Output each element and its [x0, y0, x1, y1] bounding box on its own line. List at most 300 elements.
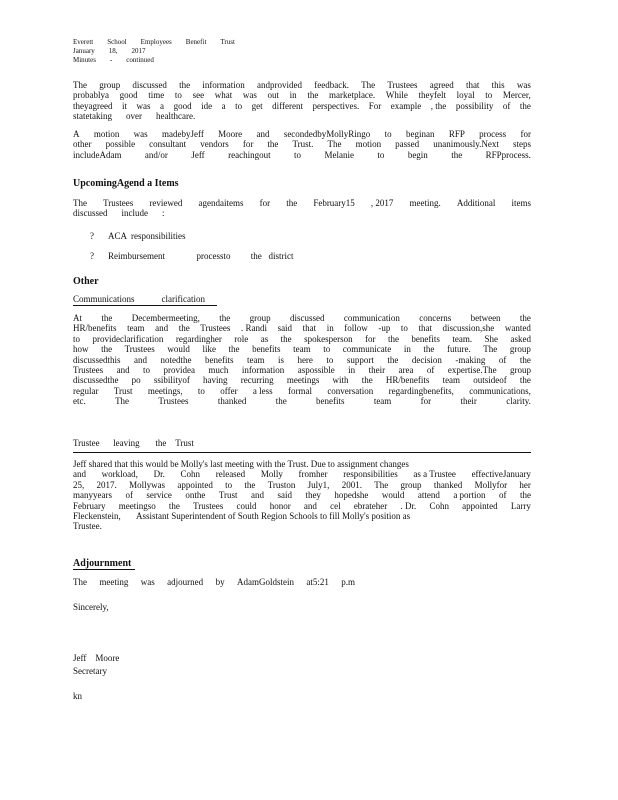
word: their	[368, 365, 386, 376]
word: workload,	[101, 469, 138, 480]
bullet-item-reimbursement	[90, 251, 293, 261]
word: over	[126, 111, 142, 122]
word: clarity.	[506, 396, 531, 407]
word: adjourned	[167, 577, 204, 587]
word: 2001.	[341, 479, 362, 490]
word: would	[167, 344, 190, 355]
word: outsideof	[473, 375, 507, 386]
word: conversation	[327, 385, 374, 396]
word: , the	[430, 100, 447, 111]
word: possible	[105, 139, 136, 150]
word: etc.	[73, 396, 86, 407]
word: -up	[378, 323, 391, 334]
word: team	[442, 375, 461, 386]
word: a	[221, 100, 226, 111]
word: marketplace.	[328, 90, 376, 101]
word: regardingher	[175, 333, 222, 344]
word: theyagreed	[73, 100, 113, 111]
word: they	[305, 490, 321, 501]
word: For	[368, 100, 382, 111]
subheading-trustee-leaving: Trustee leaving the Trust	[73, 438, 194, 448]
word: A	[73, 129, 80, 139]
paragraph-rfp-motion	[73, 129, 531, 160]
adjournment-underline	[73, 569, 135, 570]
word: group	[510, 365, 531, 376]
text-line: Fleckenstein, Assistant Superintendent of South Region Schools to fill Molly's position as	[73, 511, 411, 522]
word: was	[242, 90, 257, 101]
word: The	[327, 139, 342, 150]
word: Trustees	[73, 365, 104, 376]
text-line	[73, 396, 531, 406]
word: vendors	[200, 139, 229, 150]
word: to	[485, 90, 493, 101]
text-line	[73, 355, 531, 365]
word: effectiveJanuary	[471, 469, 531, 480]
word: ssibilityof	[153, 375, 190, 386]
word: the	[280, 333, 292, 344]
closing-sincerely: Sincerely,	[73, 602, 109, 612]
word: the	[286, 198, 298, 208]
text-line	[73, 150, 531, 160]
word: to	[400, 323, 408, 334]
word: with	[332, 375, 349, 386]
word: example	[390, 100, 422, 111]
word: the	[519, 375, 531, 386]
word: the	[244, 479, 256, 490]
bullet-text: ACA responsibilities	[108, 231, 186, 241]
word: area	[398, 365, 414, 376]
word: information	[202, 80, 245, 90]
header-word: Benefit	[185, 38, 207, 46]
header-word: 18,	[108, 47, 118, 55]
word: February	[73, 500, 106, 511]
word: discussed	[132, 80, 167, 90]
word: here	[297, 354, 313, 365]
typist-initials: kn	[73, 691, 82, 701]
word: the	[361, 375, 373, 386]
word: Larry	[510, 500, 531, 511]
word: discussed	[290, 313, 325, 323]
word: the	[101, 313, 113, 323]
word: of	[426, 365, 435, 376]
word: and	[116, 365, 130, 376]
document-header	[73, 38, 235, 65]
signature-title: Secretary	[73, 666, 107, 676]
word: AdamGoldstein	[236, 577, 294, 587]
word: benefits	[204, 354, 234, 365]
word: probablya	[73, 90, 109, 101]
word: the	[451, 149, 463, 160]
word: as a Trustee	[413, 469, 456, 480]
text-line	[73, 198, 531, 208]
header-word: -	[109, 56, 113, 64]
word: HR/benefits	[385, 375, 430, 386]
word: having	[203, 375, 228, 386]
word: the	[168, 500, 180, 511]
word: p.m	[341, 577, 355, 587]
word: thanked	[217, 396, 247, 407]
word: regular	[73, 385, 99, 396]
text-line	[73, 386, 531, 396]
word: Trust	[113, 385, 133, 396]
word: agendaitems	[198, 198, 244, 208]
word: Trustees	[387, 80, 418, 90]
word: time	[148, 90, 165, 101]
word: Trustees	[193, 500, 224, 511]
word: of	[125, 490, 133, 501]
word: team	[246, 354, 265, 365]
word: to	[225, 479, 233, 490]
header-word: Employees	[140, 38, 172, 46]
word: attend	[417, 490, 440, 501]
word: Truston	[267, 479, 296, 490]
word: Moore	[218, 129, 243, 139]
word: it	[122, 100, 128, 111]
word: get	[251, 100, 263, 111]
word: group	[509, 344, 531, 355]
word: formal	[287, 385, 312, 396]
word: the	[519, 100, 531, 111]
word: meeting.	[409, 198, 441, 208]
subheading-communications-clarification: Communications clarification	[73, 294, 205, 304]
word: communication	[343, 313, 400, 323]
word: communicate	[342, 344, 392, 355]
header-line-2	[73, 47, 235, 56]
word: Cohn	[180, 469, 201, 480]
word: regardingbenefits,	[388, 385, 454, 396]
word: a portion	[453, 490, 486, 501]
word: healthcare.	[156, 111, 196, 122]
word: July1,	[307, 479, 330, 490]
word: :	[162, 208, 165, 219]
word: providea	[163, 365, 195, 376]
word: and/or	[144, 149, 168, 160]
word: different	[272, 100, 303, 111]
word: to	[326, 354, 334, 365]
text-line	[73, 323, 531, 333]
word: support	[346, 354, 374, 365]
word: what	[214, 90, 233, 101]
word: RFPprocess.	[485, 149, 531, 160]
word: how	[73, 344, 89, 355]
text-line	[73, 344, 531, 354]
word: by	[215, 577, 225, 587]
section-heading-upcoming-agenda: UpcomingAgend a Items	[73, 178, 179, 189]
word: the	[101, 344, 113, 355]
word: for	[420, 396, 432, 407]
word: spokesperson	[304, 333, 353, 344]
word: process	[479, 129, 507, 139]
word: Mollyfor	[474, 479, 508, 490]
word: team	[293, 344, 311, 355]
word: 25,	[73, 479, 85, 490]
word: released	[215, 469, 246, 480]
word: -making	[455, 354, 486, 365]
word: aspossible	[297, 365, 335, 376]
text-line	[73, 365, 531, 375]
word: Trustees	[200, 323, 231, 334]
word: begin	[407, 149, 428, 160]
word: She	[484, 333, 499, 344]
text-line	[73, 501, 531, 511]
word: The	[374, 479, 389, 490]
word: The	[483, 344, 498, 355]
word: andprovided	[257, 80, 303, 90]
word: At	[73, 313, 82, 323]
text-line	[73, 101, 531, 111]
word: benefits	[252, 344, 281, 355]
word: the	[219, 313, 231, 323]
text-line	[73, 208, 531, 218]
word: the	[387, 354, 399, 365]
text-line	[73, 375, 531, 385]
word: Trust	[218, 490, 238, 501]
word: group	[249, 313, 271, 323]
word: unanimously.Next	[433, 139, 499, 150]
word: items	[511, 198, 531, 208]
word: for	[259, 198, 271, 208]
word: other	[73, 139, 92, 150]
word: cel	[330, 500, 341, 511]
word: the	[387, 333, 399, 344]
word: honor	[269, 500, 291, 511]
word: While	[385, 90, 408, 101]
word: reachingout	[228, 149, 271, 160]
word: The	[73, 577, 87, 587]
text-line	[73, 490, 531, 500]
word: 2017.	[96, 479, 117, 490]
word: the	[228, 344, 240, 355]
word: said	[277, 323, 293, 334]
word: discussed	[73, 208, 108, 219]
text-line	[73, 480, 531, 490]
word: Decembermeeting,	[131, 313, 200, 323]
word: role	[234, 333, 249, 344]
word: team	[373, 396, 392, 407]
section-heading-other: Other	[73, 276, 99, 287]
word: HR/benefits	[73, 323, 117, 334]
word: future.	[446, 344, 471, 355]
word: appointed	[177, 479, 213, 490]
word: . Randi	[241, 323, 267, 334]
word: could	[236, 500, 257, 511]
word: RFP	[448, 129, 465, 139]
word: the	[179, 80, 191, 90]
word: secondedbyMollyRingo	[283, 129, 371, 139]
word: was	[136, 100, 151, 111]
word: and	[303, 500, 317, 511]
text-line: Jeff shared that this would be Molly's last meeting with the Trust. Due to assignment changes	[73, 459, 409, 469]
word: wanted	[504, 323, 531, 334]
word: between	[470, 313, 501, 323]
word: service	[146, 490, 172, 501]
header-word: School	[107, 38, 127, 46]
header-word: continued	[126, 56, 154, 64]
bullet-mark: ?	[90, 251, 94, 261]
word: and	[251, 490, 264, 501]
word: . Dr.	[400, 500, 417, 511]
word: a less	[252, 385, 273, 396]
word: discussedthis	[73, 354, 121, 365]
word: team	[127, 323, 145, 334]
word: responsibilities	[343, 469, 398, 480]
word: possibility	[455, 100, 494, 111]
word: fromher	[298, 469, 328, 480]
word: manyyears	[73, 490, 112, 501]
bullet-mark: ?	[90, 231, 94, 241]
divider-rule	[73, 452, 531, 453]
word: for	[242, 139, 254, 150]
word: like	[202, 344, 216, 355]
text-line	[73, 313, 531, 323]
word: the	[267, 139, 279, 150]
word: and	[155, 323, 169, 334]
paragraph-communications	[73, 313, 531, 407]
word: asked	[510, 333, 531, 344]
paragraph-trustee-leaving	[73, 459, 531, 532]
word: communications,	[469, 385, 531, 396]
header-word: Trust	[220, 38, 235, 46]
word: for	[365, 333, 376, 344]
word: at5:21	[306, 577, 329, 587]
word: reviewed	[149, 198, 183, 208]
word: beginan	[405, 129, 435, 139]
word: The	[73, 80, 87, 90]
word: February15	[313, 198, 355, 208]
word: out	[267, 90, 280, 101]
word: feedback.	[314, 80, 349, 90]
paragraph-upcoming-agenda	[73, 198, 531, 219]
word: thanked	[433, 479, 463, 490]
word: theyfelt	[418, 90, 446, 101]
word: to	[197, 385, 205, 396]
word: Molly	[260, 469, 283, 480]
word: to	[377, 149, 385, 160]
word: Trustees	[103, 198, 134, 208]
word: to	[384, 129, 392, 139]
word: Mercer,	[502, 90, 531, 101]
word: loyal	[456, 90, 475, 101]
word: ebrateher	[353, 500, 388, 511]
word: group	[400, 479, 422, 490]
word: The	[115, 396, 130, 407]
word: meetings	[286, 375, 320, 386]
text-line	[73, 129, 531, 139]
word: Jeff	[191, 149, 205, 160]
word: and	[73, 469, 86, 480]
signature-name: Jeff Moore	[73, 653, 120, 663]
word: decision	[411, 354, 442, 365]
text-line	[73, 469, 531, 479]
word: to	[143, 365, 151, 376]
word: Trustees	[158, 396, 189, 407]
word: the	[423, 344, 435, 355]
word: Trust.	[292, 139, 314, 150]
word: to	[174, 90, 182, 101]
bullet-text: Reimbursement processto the district	[108, 251, 294, 261]
word: discussion,she	[442, 323, 495, 334]
word: as	[260, 333, 269, 344]
word: of	[499, 490, 507, 501]
word: agreed	[429, 80, 454, 90]
word: steps	[513, 139, 531, 150]
word: appointed	[462, 500, 498, 511]
word: that	[465, 80, 480, 90]
word: see	[192, 90, 205, 101]
word: includeAdam	[73, 149, 122, 160]
word: group	[99, 80, 121, 90]
word: much	[208, 365, 229, 376]
word: of	[502, 100, 511, 111]
paragraph-rfp-discussion	[73, 80, 531, 122]
word: Trustees	[124, 344, 155, 355]
word: provideclarification	[92, 333, 164, 344]
word: madebyJeff	[162, 129, 204, 139]
word: of	[498, 354, 507, 365]
word: was	[516, 80, 531, 90]
word: meeting	[99, 577, 129, 587]
bullet-item-aca	[90, 231, 186, 241]
word: the	[307, 90, 319, 101]
word: The	[73, 198, 87, 208]
word: po	[131, 375, 141, 386]
word: to	[73, 333, 81, 344]
word: statetaking	[73, 111, 112, 122]
header-word: Everett	[73, 38, 94, 46]
word: ide	[201, 100, 213, 111]
word: that	[302, 323, 317, 334]
word: benefits	[411, 333, 440, 344]
word: the	[520, 490, 531, 501]
word: Melanie	[324, 149, 354, 160]
word: to	[294, 149, 302, 160]
word: said	[277, 490, 292, 501]
header-line-1	[73, 38, 235, 47]
word: Additional	[456, 198, 496, 208]
word: in	[289, 90, 297, 101]
word: follow	[344, 323, 368, 334]
word: Mollywas	[129, 479, 166, 490]
word: passed	[395, 139, 420, 150]
word: to	[235, 100, 243, 111]
word: offer	[220, 385, 238, 396]
text-line: Trustee.	[73, 521, 102, 532]
word: motion	[93, 129, 120, 139]
text-line	[73, 334, 531, 344]
word: expertise.The	[447, 365, 497, 376]
word: team.	[452, 333, 473, 344]
word: meetingso	[118, 500, 156, 511]
word: to	[323, 344, 331, 355]
word: the	[275, 396, 287, 407]
header-word: Minutes	[73, 56, 96, 64]
header-word: 2017	[131, 47, 146, 55]
word: benefits	[316, 396, 345, 407]
word: consultant	[149, 139, 187, 150]
word: that	[418, 323, 432, 334]
word: , 2017	[370, 198, 394, 208]
word: was	[133, 129, 148, 139]
word: is	[277, 354, 284, 365]
text-line	[73, 111, 531, 121]
word: was	[140, 577, 155, 587]
word: information	[241, 365, 285, 376]
word: the	[519, 313, 531, 323]
word: hopedshe	[334, 490, 369, 501]
word: in	[348, 365, 356, 376]
word: and	[134, 354, 147, 365]
word: the	[178, 323, 190, 334]
